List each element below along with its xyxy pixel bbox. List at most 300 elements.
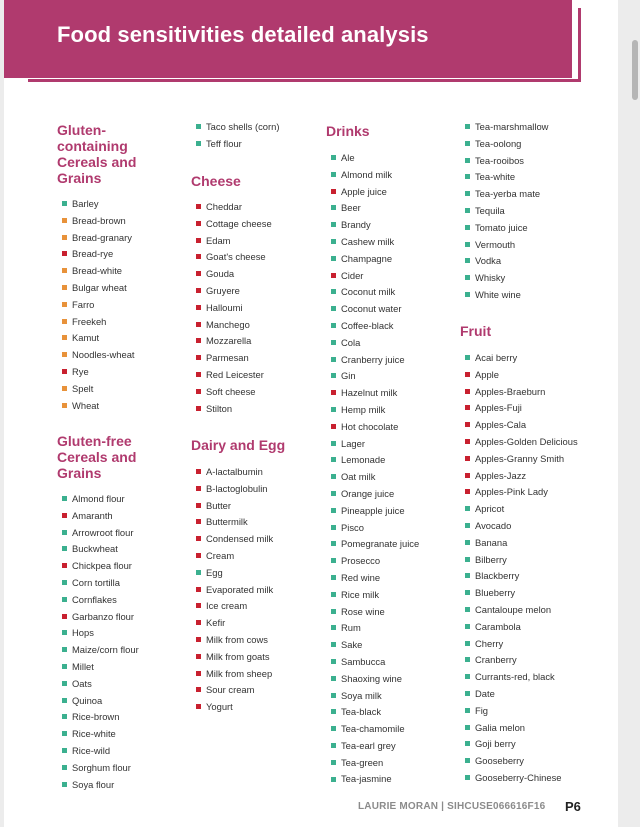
food-item-label: Ale [341,152,355,163]
food-item [465,237,548,254]
sensitivity-indicator-icon [465,258,470,263]
section-dairy [191,437,286,713]
sensitivity-indicator-icon [331,508,336,513]
sensitivity-indicator-icon [465,292,470,297]
food-item [331,352,419,369]
food-item-label: Rum [341,622,361,634]
food-item-label: Kefir [206,617,226,629]
food-item [465,770,578,787]
food-item-label: Oat milk [341,471,376,483]
food-list [196,199,272,417]
sensitivity-indicator-icon [331,609,336,614]
sensitivity-indicator-icon [62,251,67,256]
food-item-label: Manchego [206,318,250,330]
sensitivity-indicator-icon [331,575,336,580]
sensitivity-indicator-icon [465,557,470,562]
food-item [196,582,273,599]
sensitivity-indicator-icon [196,519,201,524]
food-item-label: Apricot [475,503,505,515]
food-item [331,688,419,705]
food-item-label: Bulgar wheat [72,281,127,293]
sensitivity-indicator-icon [331,777,336,782]
food-item-label: Buckwheat [72,543,118,555]
sensitivity-indicator-icon [62,335,67,340]
food-item-label: Yogurt [206,701,233,713]
food-item [196,464,273,481]
food-item [331,251,419,268]
food-item [62,263,135,280]
sensitivity-indicator-icon [62,731,67,736]
food-item-label: Blackberry [475,570,520,582]
food-item-label: Tea-chamomile [341,723,405,735]
food-item-label: Almond milk [341,168,393,180]
food-item [331,368,419,385]
food-list [62,491,139,793]
food-item [196,565,273,582]
food-item [465,253,548,270]
sensitivity-indicator-icon [331,642,336,647]
food-item [196,283,272,300]
food-item-label: Teff flour [206,137,242,149]
food-item [196,350,272,367]
food-item [331,671,419,688]
sensitivity-indicator-icon [62,403,67,408]
food-item-label: Prosecco [341,555,381,567]
food-item [465,119,548,136]
food-item [196,317,272,334]
food-item-label: Chickpea flour [72,560,132,572]
food-item [465,652,578,669]
sensitivity-indicator-icon [196,587,201,592]
page-title: Food sensitivities detailed analysis [57,22,429,47]
food-item-label: Apples-Golden Delicious [475,435,578,447]
food-item [331,301,419,318]
food-item-label: Tea-green [341,756,384,768]
food-item-label: Bread-white [72,265,123,277]
sensitivity-indicator-icon [465,456,470,461]
food-item [465,203,548,220]
sensitivity-indicator-icon [196,141,201,146]
sensitivity-indicator-icon [465,225,470,230]
sensitivity-indicator-icon [465,174,470,179]
sensitivity-indicator-icon [465,590,470,595]
food-item-label: Whisky [475,272,506,284]
food-item-label: Pisco [341,521,364,533]
food-item-label: Apple [475,368,499,380]
food-item-label: Soya flour [72,778,115,790]
food-item-label: Butter [206,499,232,511]
food-item-label: Cottage cheese [206,217,272,229]
food-item-label: Apples-Granny Smith [475,452,565,464]
food-item-label: Gruyere [206,284,240,296]
food-item-label: Oats [72,677,92,689]
food-item [62,575,139,592]
sensitivity-indicator-icon [62,513,67,518]
food-item [465,434,578,451]
food-item-label: Buttermilk [206,516,248,528]
food-item-label: Cornflakes [72,593,117,605]
sensitivity-indicator-icon [331,676,336,681]
sensitivity-indicator-icon [331,256,336,261]
food-item-label: Hazelnut milk [341,387,398,399]
food-item [331,150,419,167]
sensitivity-indicator-icon [196,355,201,360]
food-item-label: Gooseberry [475,755,524,767]
food-item-label: Rice-white [72,728,116,740]
food-item-label: Taco shells (corn) [206,121,280,132]
food-item-label: Banana [475,536,508,548]
food-item [196,266,272,283]
food-item [465,451,578,468]
sensitivity-indicator-icon [465,191,470,196]
food-item-label: Bread-brown [72,214,126,226]
food-item-label: Cranberry [475,654,517,666]
food-item [196,136,279,153]
food-item-label: Spelt [72,382,94,394]
food-item-label: Goji berry [475,738,516,750]
food-item-label: Hops [72,627,94,639]
food-item [62,760,139,777]
sensitivity-indicator-icon [331,743,336,748]
sensitivity-indicator-icon [331,172,336,177]
food-item [331,704,419,721]
sensitivity-indicator-icon [196,271,201,276]
sensitivity-indicator-icon [465,242,470,247]
food-item-label: Milk from sheep [206,667,273,679]
sensitivity-indicator-icon [331,273,336,278]
food-item-label: Rice milk [341,588,380,600]
food-item [331,503,419,520]
food-item [331,654,419,671]
food-item [62,280,135,297]
food-item-label: Avocado [475,519,512,531]
food-item-label: Fig [475,704,489,716]
sensitivity-indicator-icon [62,319,67,324]
sensitivity-indicator-icon [62,681,67,686]
food-item-label: Currants-red, black [475,671,555,683]
sensitivity-indicator-icon [62,201,67,206]
sensitivity-indicator-icon [62,386,67,391]
food-item-label: Milk from goats [206,650,270,662]
sensitivity-indicator-icon [331,424,336,429]
sensitivity-indicator-icon [196,305,201,310]
food-item-label: Red wine [341,571,381,583]
food-item [62,726,139,743]
food-item-label: Apples-Pink Lady [475,486,548,498]
food-item [62,558,139,575]
food-item [331,587,419,604]
sensitivity-indicator-icon [465,691,470,696]
food-item [62,230,135,247]
food-item-label: Hemp milk [341,403,386,415]
food-item [331,469,419,486]
sensitivity-indicator-icon [196,671,201,676]
food-item-label: Amaranth [72,509,113,521]
food-item-label: Vodka [475,255,502,267]
sensitivity-indicator-icon [196,124,201,129]
food-item [465,136,548,153]
sensitivity-indicator-icon [196,704,201,709]
sensitivity-indicator-icon [196,372,201,377]
sensitivity-indicator-icon [196,338,201,343]
food-item-label: Coconut water [341,303,402,315]
food-item [331,318,419,335]
sensitivity-indicator-icon [331,474,336,479]
food-item [465,468,578,485]
sensitivity-indicator-icon [331,592,336,597]
sensitivity-indicator-icon [331,525,336,530]
sensitivity-indicator-icon [465,422,470,427]
food-item-label: Rice-brown [72,711,120,723]
food-item-label: Galia melon [475,721,526,733]
food-item-label: Soya milk [341,689,382,701]
sensitivity-indicator-icon [465,523,470,528]
food-item-label: Tea-oolong [475,137,522,149]
food-item [62,709,139,726]
sensitivity-indicator-icon [331,289,336,294]
sensitivity-indicator-icon [465,641,470,646]
food-item-label: Tea-marshmallow [475,121,549,132]
sensitivity-indicator-icon [465,540,470,545]
sensitivity-indicator-icon [465,405,470,410]
food-item-label: Barley [72,198,99,209]
food-item-label: Brandy [341,219,371,231]
food-item [331,486,419,503]
food-item-label: Wheat [72,399,100,411]
food-item [62,297,135,314]
sensitivity-indicator-icon [465,657,470,662]
food-item-label: Apples-Braeburn [475,385,546,397]
sensitivity-indicator-icon [465,208,470,213]
food-item-label: Farro [72,298,95,310]
food-list [331,150,419,788]
section-title: Cheese [191,173,241,189]
food-item [331,452,419,469]
sensitivity-indicator-icon [465,473,470,478]
scroll-thumb[interactable] [632,40,638,100]
food-item [196,615,273,632]
food-item-label: Sake [341,639,363,651]
sensitivity-indicator-icon [331,659,336,664]
food-item [196,216,272,233]
food-item [465,484,578,501]
section-fruit [460,323,578,783]
food-item [465,535,578,552]
sensitivity-indicator-icon [331,441,336,446]
section-title: Dairy and Egg [191,437,286,453]
food-item [465,287,548,304]
sensitivity-indicator-icon [465,275,470,280]
sensitivity-indicator-icon [196,654,201,659]
sensitivity-indicator-icon [196,322,201,327]
food-item-label: Orange juice [341,487,395,499]
food-item [62,609,139,626]
sensitivity-indicator-icon [62,285,67,290]
food-item-label: Cranberry juice [341,353,405,365]
food-item-label: Almond flour [72,493,125,504]
food-item-label: Cheddar [206,201,242,212]
food-item-label: Ice cream [206,600,248,612]
food-item [196,548,273,565]
sensitivity-indicator-icon [196,503,201,508]
sensitivity-indicator-icon [196,486,201,491]
food-item-label: Shaoxing wine [341,672,402,684]
sensitivity-indicator-icon [196,637,201,642]
food-item-label: Cream [206,549,235,561]
food-item-label: Tea-rooibos [475,154,524,166]
food-item [465,602,578,619]
food-item [196,699,273,716]
scrollbar[interactable] [630,0,640,827]
food-item [465,400,578,417]
sensitivity-indicator-icon [465,741,470,746]
food-item-label: Coffee-black [341,319,394,331]
sensitivity-indicator-icon [465,708,470,713]
sensitivity-indicator-icon [62,563,67,568]
section-title: Drinks [326,123,370,139]
food-item [62,398,135,415]
food-item [62,364,135,381]
food-item [465,686,578,703]
sensitivity-indicator-icon [465,372,470,377]
food-item [465,501,578,518]
sensitivity-indicator-icon [62,714,67,719]
sensitivity-indicator-icon [196,204,201,209]
food-item [196,249,272,266]
food-item-label: Tea-earl grey [341,739,396,751]
food-item [331,217,419,234]
sensitivity-indicator-icon [62,369,67,374]
section-glutenfree [57,433,167,790]
food-item-label: Arrowroot flour [72,526,134,538]
food-item-label: Apples-Cala [475,419,527,431]
food-item [196,531,273,548]
food-item [331,268,419,285]
sensitivity-indicator-icon [62,664,67,669]
food-item [465,220,548,237]
food-item-label: Blueberry [475,587,516,599]
food-item [331,604,419,621]
food-item-label: Parmesan [206,352,249,364]
sensitivity-indicator-icon [465,624,470,629]
section-cheese [191,173,272,414]
food-item [465,186,548,203]
sensitivity-indicator-icon [331,323,336,328]
sensitivity-indicator-icon [62,218,67,223]
sensitivity-indicator-icon [331,558,336,563]
food-item-label: Tea-black [341,706,382,718]
food-item [196,598,273,615]
food-item [62,592,139,609]
food-item-label: Hot chocolate [341,420,399,432]
food-item [465,169,548,186]
sensitivity-indicator-icon [62,782,67,787]
food-item [62,381,135,398]
food-item [331,436,419,453]
food-item [465,736,578,753]
food-item-label: Sour cream [206,684,255,696]
food-item [465,384,578,401]
sensitivity-indicator-icon [196,254,201,259]
food-item [62,525,139,542]
food-item-label: Red Leicester [206,368,264,380]
food-list [196,119,279,153]
food-item [331,620,419,637]
food-item [331,200,419,217]
food-item-label: Tea-yerba mate [475,188,541,200]
sensitivity-indicator-icon [331,709,336,714]
section-title: Gluten-free Cereals and Grains [57,433,137,481]
food-item-label: Apples-Fuji [475,402,522,414]
food-item-label: Champagne [341,252,393,264]
food-item [465,552,578,569]
food-item [465,585,578,602]
sensitivity-indicator-icon [331,357,336,362]
food-item [62,213,135,230]
sensitivity-indicator-icon [465,775,470,780]
sensitivity-indicator-icon [62,614,67,619]
sensitivity-indicator-icon [465,573,470,578]
sensitivity-indicator-icon [331,407,336,412]
sensitivity-indicator-icon [465,355,470,360]
food-item [196,384,272,401]
sensitivity-indicator-icon [465,607,470,612]
food-item [331,284,419,301]
food-item-label: Edam [206,234,231,246]
food-item-label: Tequila [475,204,505,216]
sensitivity-indicator-icon [331,306,336,311]
section-title: Fruit [460,323,492,339]
sensitivity-indicator-icon [465,124,470,129]
sensitivity-indicator-icon [331,189,336,194]
sensitivity-indicator-icon [62,268,67,273]
food-item [331,419,419,436]
food-item-label: Rose wine [341,605,385,617]
food-item [196,300,272,317]
sensitivity-indicator-icon [465,506,470,511]
food-item [196,514,273,531]
food-item-label: Bilberry [475,553,507,565]
food-item-label: Millet [72,660,94,672]
sensitivity-indicator-icon [465,674,470,679]
food-item-label: Cola [341,336,361,348]
food-item-label: Acai berry [475,352,518,363]
sensitivity-indicator-icon [62,647,67,652]
food-item-label: B-lactoglobulin [206,482,268,494]
food-item [196,199,272,216]
food-item [331,520,419,537]
food-item [465,350,578,367]
food-item-label: Gouda [206,268,235,280]
sensitivity-indicator-icon [465,725,470,730]
food-item [331,738,419,755]
sensitivity-indicator-icon [62,235,67,240]
section-gluten [57,122,167,411]
food-item [465,518,578,535]
food-item-label: Stilton [206,402,233,414]
food-item-label: Date [475,687,495,699]
sensitivity-indicator-icon [465,758,470,763]
food-item-label: Halloumi [206,301,243,313]
sensitivity-indicator-icon [62,352,67,357]
food-item [62,196,135,213]
food-item [62,491,139,508]
food-item-label: White wine [475,288,521,300]
food-item [196,481,273,498]
food-item [465,703,578,720]
food-item [62,693,139,710]
food-item [465,669,578,686]
